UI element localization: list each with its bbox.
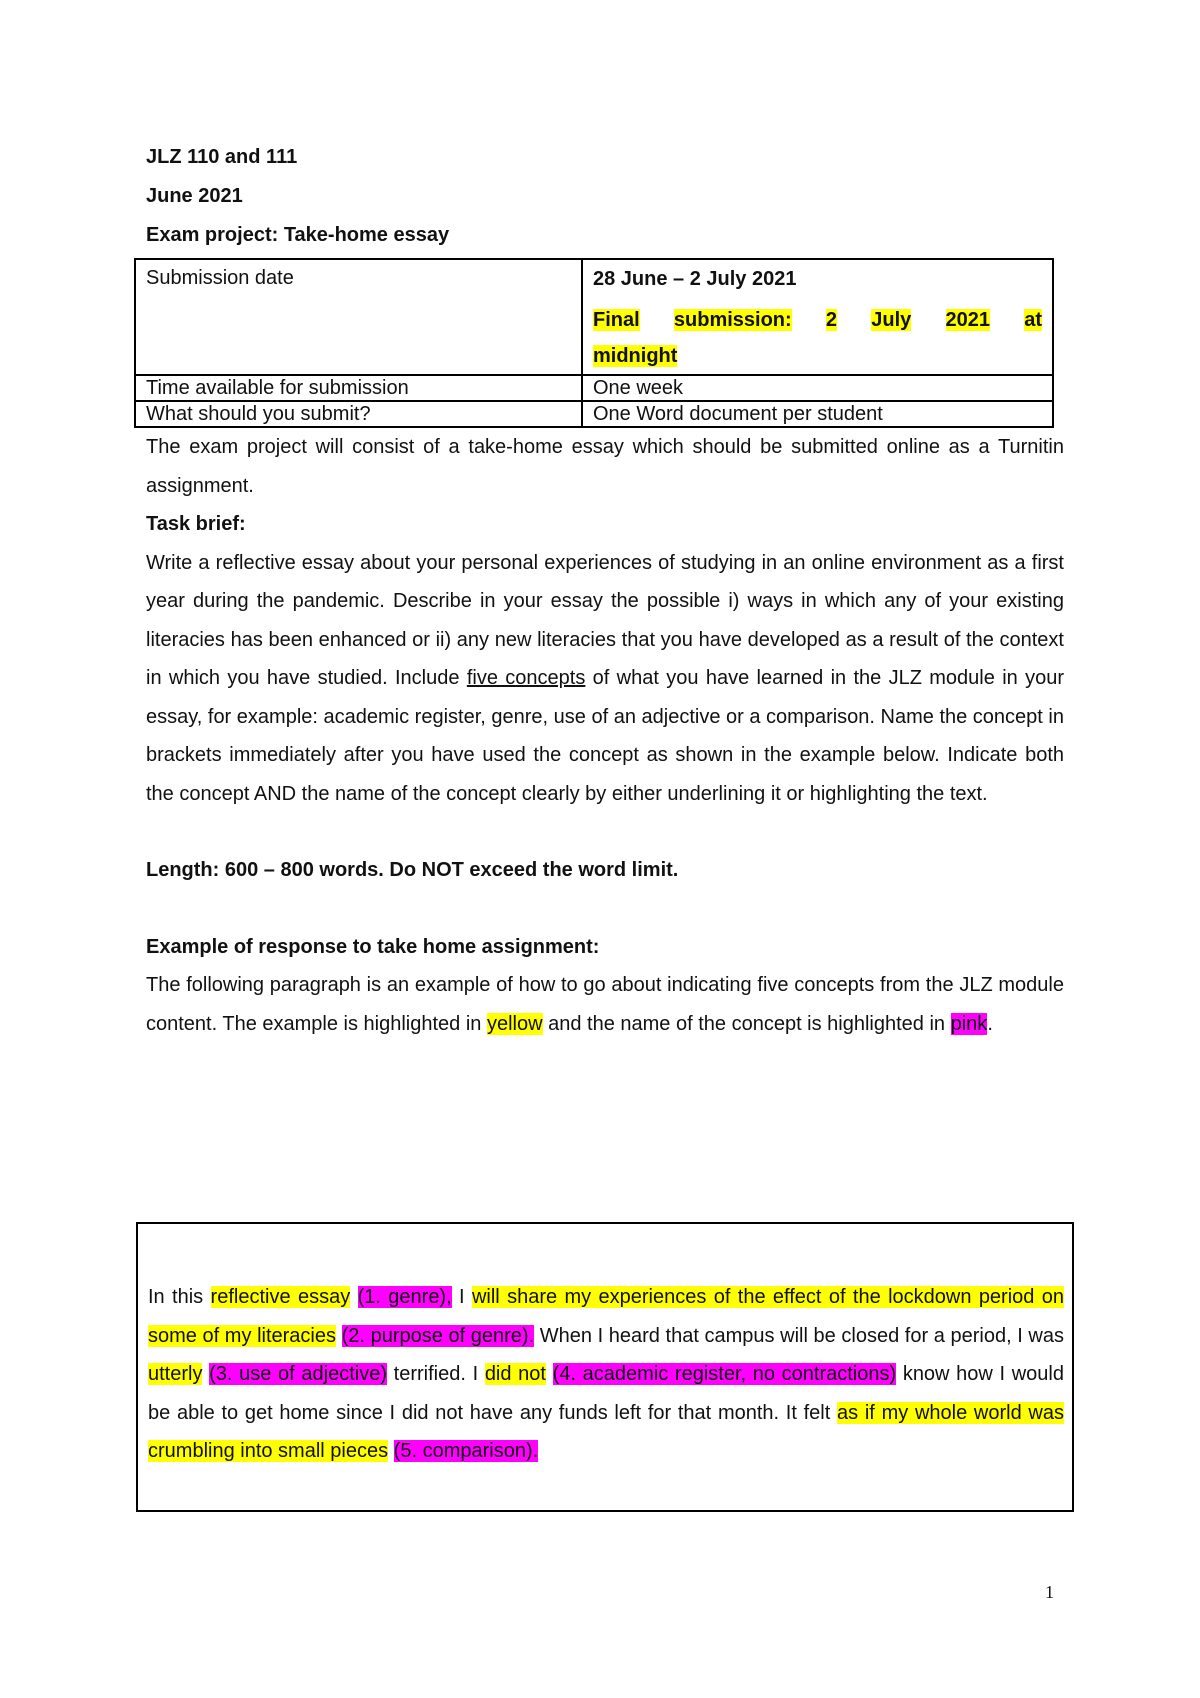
example-box [136, 1222, 1074, 1512]
table-cell-value [582, 259, 1053, 375]
table-row [135, 375, 1053, 401]
exam-date: June 2021 [146, 185, 243, 207]
table-row [135, 401, 1053, 427]
example-explanation: The following paragraph is an example of how to go about indicating five concepts from the JLZ module content. The example is highlighted in yellow and the name of the concept is highlighted in pink. [146, 974, 1064, 1035]
final-submission-end: midnight [593, 345, 678, 367]
sample-paragraph: In this reflective essay (1. genre), I will share my experiences of the effect of the lockdown period on some of my literacies (2. purpose of genre). When I heard that campus will be closed for a period, I was utterly (3. use of adjective) terrified. I did not (4. academic register, no contractions) know how I would be able to get home since I did not have any funds left for that month. It felt as if my whole world was crumbling into small pieces (5. comparison). [148, 1286, 1065, 1462]
table-cell-label: Time available for submission [135, 375, 582, 401]
table-cell-label: Submission date [135, 259, 582, 375]
final-submission: Final submission: 2 July 2021 at [593, 309, 1043, 331]
document-content [146, 140, 1064, 1043]
task-heading: Task brief: [146, 513, 246, 535]
table-cell-value: One week [582, 375, 1053, 401]
pink-highlight: pink [950, 1012, 988, 1035]
table-cell-value: One Word document per student [582, 401, 1053, 427]
course-title: JLZ 110 and 111 [146, 146, 298, 168]
submission-table [134, 258, 1054, 428]
length-note: Length: 600 – 800 words. Do NOT exceed the word limit. [146, 859, 679, 881]
intro-paragraph: The exam project will consist of a take-home essay which should be submitted online as a Turnitin assignment. [146, 436, 1064, 497]
page-number: 1 [1045, 1582, 1054, 1602]
table-row [135, 259, 1053, 375]
underlined-phrase: five concepts [466, 667, 586, 689]
task-paragraph: Write a reflective essay about your personal experiences of studying in an online environment as a first year during the pandemic. Describe in your essay the possible i) ways in which any of your existing literacies has been enhanced or ii) any new literacies that you have developed as a result of the context in which you have studied. Include five concepts of what you have learned in the JLZ module in your essay, for example: academic register, genre, use of an adjective or a comparison. Name the concept in brackets immediately after you have used the concept as shown in the example below. Indicate both the concept AND the name of the concept clearly by either underlining it or highlighting the text. [146, 551, 1064, 805]
submission-range: 28 June – 2 July 2021 [593, 268, 797, 290]
table-cell-label: What should you submit? [135, 401, 582, 427]
project-title: Exam project: Take-home essay [146, 224, 450, 246]
example-heading: Example of response to take home assignment: [146, 935, 600, 958]
yellow-highlight: yellow [486, 1012, 543, 1035]
